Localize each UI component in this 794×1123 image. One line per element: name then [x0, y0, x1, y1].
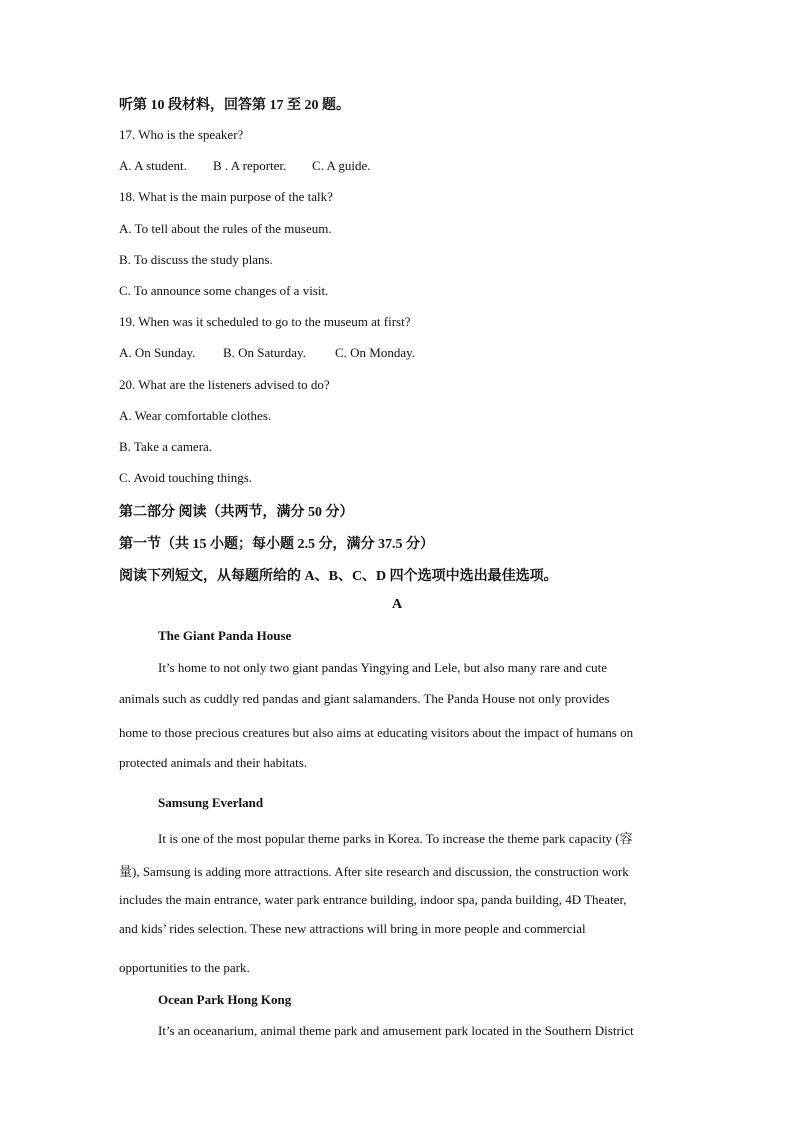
samsung-title: Samsung Everland [158, 795, 264, 810]
question-20-option-b: B. Take a camera. [119, 439, 213, 454]
giant-panda-line-2: animals such as cuddly red pandas and giant salamanders. The Panda House not only provides [119, 691, 610, 706]
option-b: B . A reporter. [213, 158, 287, 173]
ocean-park-line-1: It’s an oceanarium, animal theme park and amusement park located in the Southern District [158, 1023, 634, 1038]
question-17-options [119, 158, 371, 174]
giant-panda-title: The Giant Panda House [158, 628, 292, 643]
option-c: C. A guide. [312, 158, 371, 173]
passage-label: A [391, 597, 403, 612]
question-17: 17. Who is the speaker? [119, 127, 244, 142]
question-18: 18. What is the main purpose of the talk? [119, 189, 333, 204]
giant-panda-line-1: It’s home to not only two giant pandas Yingying and Lele, but also many rare and cute [158, 660, 608, 675]
question-18-option-a: A. To tell about the rules of the museum. [119, 221, 332, 236]
reading-instruction: 阅读下列短文，从每题所给的 A、B、C、D 四个选项中选出最佳选项。 [119, 569, 558, 584]
ocean-park-title: Ocean Park Hong Kong [158, 992, 292, 1007]
giant-panda-line-3: home to those precious creatures but also aims at educating visitors about the impact of humans on [119, 725, 634, 740]
samsung-line-3: includes the main entrance, water park entrance building, indoor spa, panda building, 4D Theater, [119, 892, 627, 907]
question-20-option-a: A. Wear comfortable clothes. [119, 408, 272, 423]
question-19: 19. When was it scheduled to go to the museum at first? [119, 314, 411, 329]
question-20: 20. What are the listeners advised to do? [119, 377, 330, 392]
option-a: A. A student. [119, 158, 187, 173]
option-b: B. On Saturday. [223, 345, 306, 360]
question-20-option-c: C. Avoid touching things. [119, 470, 253, 485]
question-19-options [119, 345, 415, 361]
samsung-line-1: It is one of the most popular theme parks in Korea. To increase the theme park capacity (容 [158, 831, 633, 846]
reading-part-title: 第二部分 阅读（共两节，满分 50 分） [119, 505, 354, 520]
option-c: C. On Monday. [335, 345, 416, 360]
samsung-line-5: opportunities to the park. [119, 960, 250, 975]
option-a: A. On Sunday. [119, 345, 196, 360]
reading-section-title: 第一节（共 15 小题；每小题 2.5 分，满分 37.5 分） [119, 537, 434, 552]
question-18-option-c: C. To announce some changes of a visit. [119, 283, 329, 298]
question-18-option-b: B. To discuss the study plans. [119, 252, 273, 267]
listening-section-title: 听第 10 段材料，回答第 17 至 20 题。 [119, 98, 350, 113]
samsung-line-4: and kids’ rides selection. These new attractions will bring in more people and commercial [119, 921, 586, 936]
giant-panda-line-4: protected animals and their habitats. [119, 755, 308, 770]
samsung-line-2: 量), Samsung is adding more attractions. After site research and discussion, the construction work [119, 864, 629, 879]
